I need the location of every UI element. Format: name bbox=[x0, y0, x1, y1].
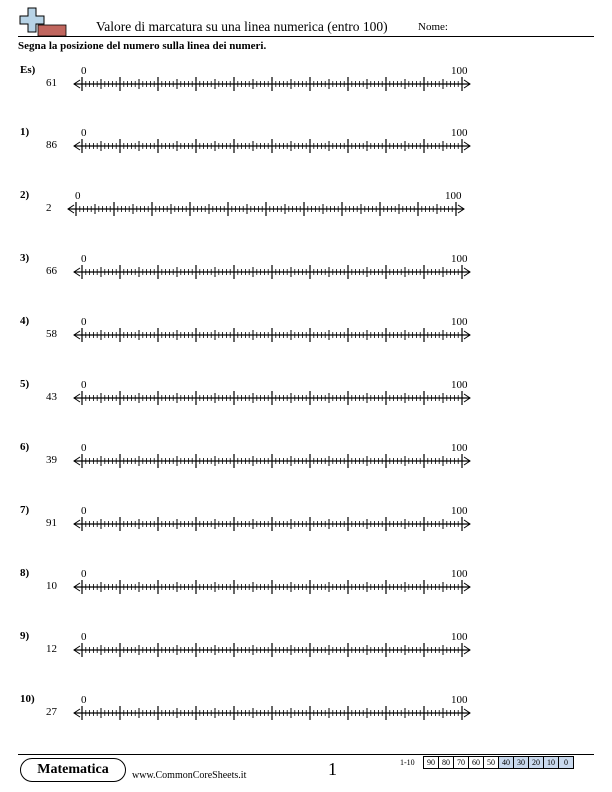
number-line-end-label: 100 bbox=[451, 316, 468, 328]
problem-number: 91 bbox=[46, 517, 57, 529]
problem-row bbox=[0, 693, 612, 753]
problem-label: 2) bbox=[20, 189, 30, 201]
number-line[interactable] bbox=[72, 703, 472, 723]
number-line-start-label: 0 bbox=[81, 694, 87, 706]
footer-divider bbox=[18, 754, 594, 755]
problem-number: 58 bbox=[46, 328, 57, 340]
score-table bbox=[423, 756, 574, 769]
score-range-label: 1-10 bbox=[400, 758, 415, 767]
problem-label: 3) bbox=[20, 252, 30, 264]
number-line-start-label: 0 bbox=[81, 442, 87, 454]
problem-label: 1) bbox=[20, 126, 30, 138]
problem-label: Es) bbox=[20, 64, 36, 76]
problem-label: 7) bbox=[20, 504, 30, 516]
page-title: Valore di marcatura su una linea numerica (entro 100) bbox=[96, 19, 388, 34]
problem-number: 2 bbox=[46, 202, 52, 214]
problem-number: 66 bbox=[46, 265, 57, 277]
score-cell: 50 bbox=[484, 757, 499, 769]
logo-plus-icon bbox=[18, 6, 70, 38]
problem-label: 5) bbox=[20, 378, 30, 390]
problem-number: 39 bbox=[46, 454, 57, 466]
instructions: Segna la posizione del numero sulla linea dei numeri. bbox=[18, 40, 267, 52]
number-line[interactable] bbox=[72, 136, 472, 156]
number-line-start-label: 0 bbox=[81, 316, 87, 328]
number-line[interactable] bbox=[72, 577, 472, 597]
number-line[interactable] bbox=[72, 262, 472, 282]
problem-row bbox=[0, 189, 612, 249]
problem-row bbox=[0, 567, 612, 627]
problem-number: 27 bbox=[46, 706, 57, 718]
problem-label: 4) bbox=[20, 315, 30, 327]
problem-row bbox=[0, 126, 612, 186]
name-field-label: Nome: bbox=[418, 21, 448, 33]
problem-row bbox=[0, 504, 612, 564]
number-line-end-label: 100 bbox=[451, 694, 468, 706]
number-line-start-label: 0 bbox=[81, 65, 87, 77]
number-line-end-label: 100 bbox=[451, 505, 468, 517]
number-line-start-label: 0 bbox=[81, 631, 87, 643]
number-line[interactable] bbox=[72, 640, 472, 660]
problem-number: 12 bbox=[46, 643, 57, 655]
problem-number: 86 bbox=[46, 139, 57, 151]
number-line-end-label: 100 bbox=[451, 379, 468, 391]
problem-number: 10 bbox=[46, 580, 57, 592]
number-line[interactable] bbox=[72, 514, 472, 534]
score-cell: 10 bbox=[544, 757, 559, 769]
problem-label: 6) bbox=[20, 441, 30, 453]
number-line-end-label: 100 bbox=[451, 253, 468, 265]
score-cell: 80 bbox=[439, 757, 454, 769]
number-line[interactable] bbox=[72, 388, 472, 408]
problem-label: 8) bbox=[20, 567, 30, 579]
header-divider bbox=[18, 36, 594, 37]
number-line-start-label: 0 bbox=[75, 190, 81, 202]
problem-row bbox=[0, 64, 612, 124]
score-cell: 30 bbox=[514, 757, 529, 769]
score-cell: 40 bbox=[499, 757, 514, 769]
number-line-start-label: 0 bbox=[81, 127, 87, 139]
number-line-end-label: 100 bbox=[451, 442, 468, 454]
problem-number: 61 bbox=[46, 77, 57, 89]
number-line[interactable] bbox=[66, 199, 466, 219]
number-line[interactable] bbox=[72, 325, 472, 345]
score-cell: 70 bbox=[454, 757, 469, 769]
problem-row bbox=[0, 252, 612, 312]
score-cell: 90 bbox=[424, 757, 439, 769]
page-number: 1 bbox=[328, 759, 337, 779]
number-line-start-label: 0 bbox=[81, 253, 87, 265]
number-line-end-label: 100 bbox=[451, 631, 468, 643]
website-link[interactable]: www.CommonCoreSheets.it bbox=[132, 770, 247, 781]
number-line-end-label: 100 bbox=[451, 127, 468, 139]
problem-row bbox=[0, 378, 612, 438]
number-line[interactable] bbox=[72, 74, 472, 94]
number-line-end-label: 100 bbox=[445, 190, 462, 202]
problem-label: 9) bbox=[20, 630, 30, 642]
score-cell: 0 bbox=[559, 757, 574, 769]
number-line-end-label: 100 bbox=[451, 65, 468, 77]
problem-row bbox=[0, 315, 612, 375]
number-line-start-label: 0 bbox=[81, 379, 87, 391]
brand-badge: Matematica bbox=[20, 758, 126, 782]
problem-label: 10) bbox=[20, 693, 35, 705]
number-line-start-label: 0 bbox=[81, 568, 87, 580]
number-line-start-label: 0 bbox=[81, 505, 87, 517]
number-line[interactable] bbox=[72, 451, 472, 471]
problem-row bbox=[0, 441, 612, 501]
problem-number: 43 bbox=[46, 391, 57, 403]
number-line-end-label: 100 bbox=[451, 568, 468, 580]
problem-row bbox=[0, 630, 612, 690]
score-cell: 20 bbox=[529, 757, 544, 769]
score-cell: 60 bbox=[469, 757, 484, 769]
